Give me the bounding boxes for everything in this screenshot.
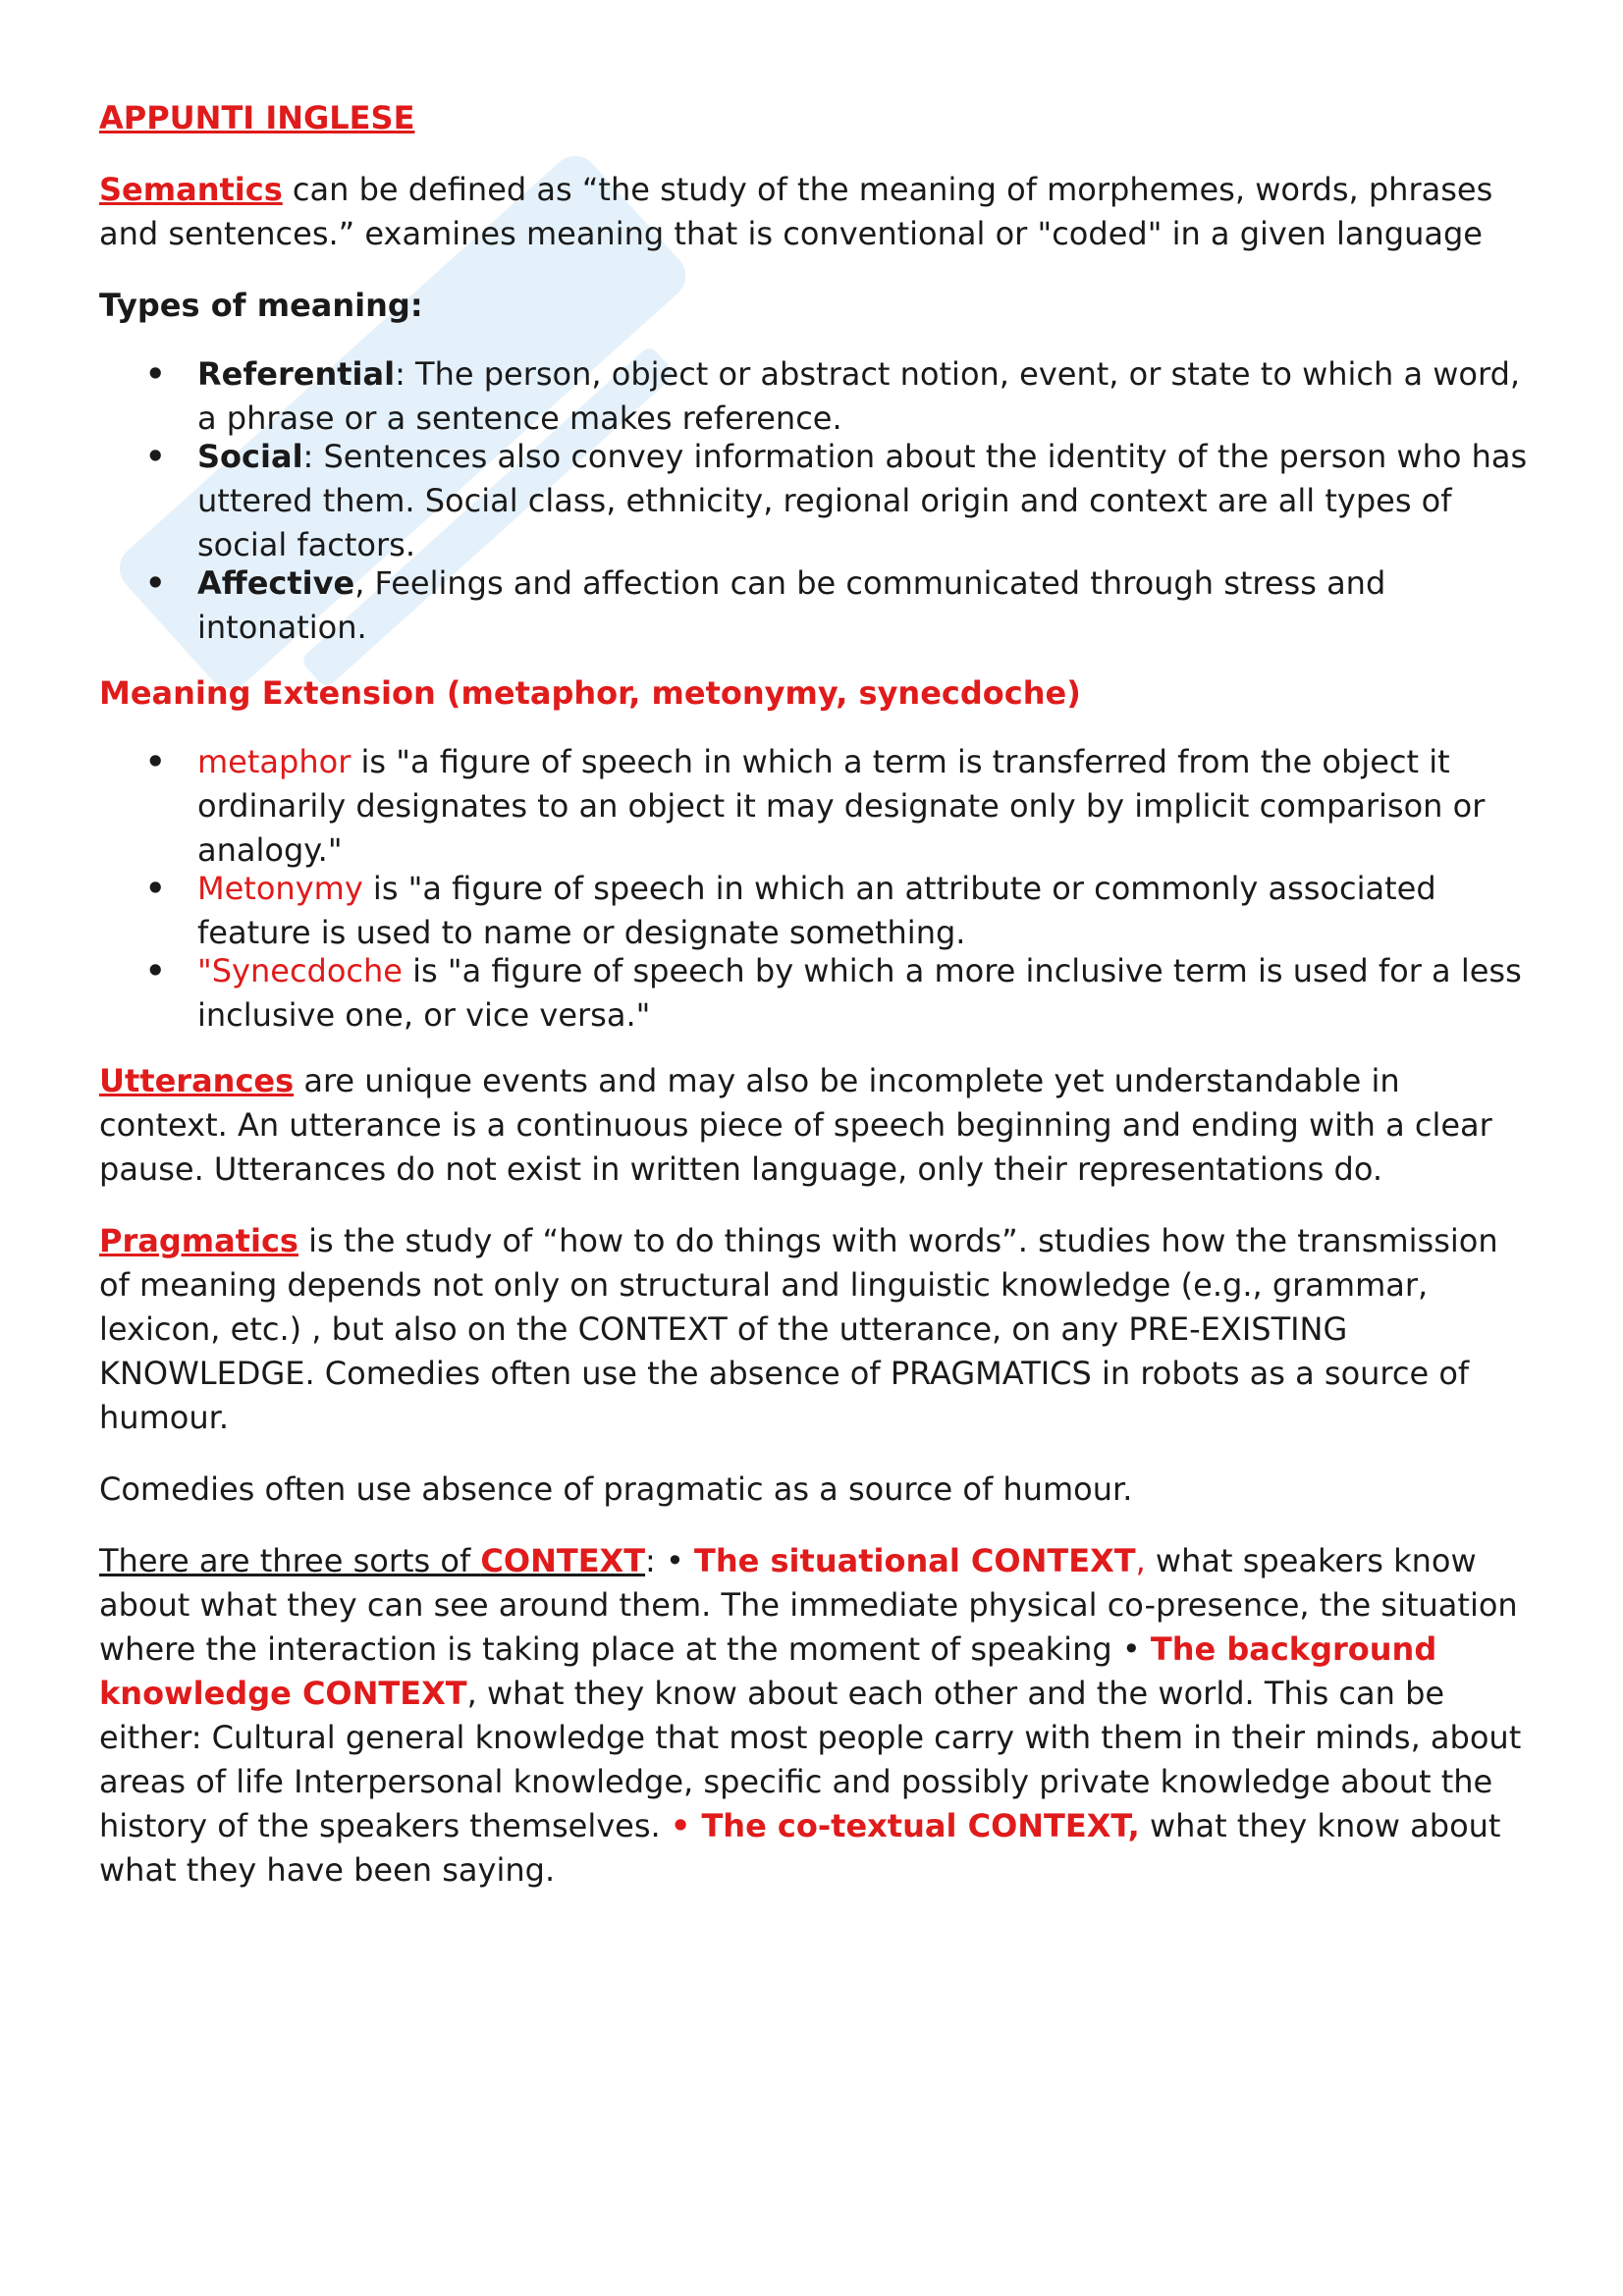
context-intro [99, 1542, 645, 1579]
types-heading: Types of meaning: [99, 287, 423, 324]
type-term: Social [197, 438, 303, 475]
pragmatics-paragraph [99, 1219, 1533, 1440]
document-page [99, 96, 1533, 1893]
list-item [99, 561, 1533, 650]
semantics-text: can be defined as “the study of the meaning of morphemes, words, phrases and sentences.” examines meaning that is conventional or "coded" in a given language [99, 171, 1493, 252]
meaning-extension-heading: Meaning Extension (metaphor, metonymy, synecdoche) [99, 674, 1081, 712]
context-colon: : • [645, 1542, 695, 1579]
situational-comma: , [1135, 1542, 1146, 1579]
document-title: APPUNTI INGLESE [99, 99, 415, 136]
utterances-paragraph [99, 1059, 1533, 1192]
list-item [99, 740, 1533, 873]
utterances-term: Utterances [99, 1062, 295, 1099]
extension-term: "Synecdoche [197, 952, 403, 989]
type-text: : Sentences also convey information about the identity of the person who has uttered them. Social class, ethnicity, regional origin and context are all types of social factors. [197, 438, 1528, 563]
semantics-term: Semantics [99, 171, 283, 208]
context-intro-text: There are three sorts of [99, 1542, 481, 1579]
extension-text: is "a figure of speech by which a more inclusive term is used for a less inclusive one, or vice versa." [197, 952, 1522, 1034]
list-item [99, 352, 1533, 441]
extensions-list [99, 740, 1533, 1038]
list-item [99, 435, 1533, 567]
context-intro-term: CONTEXT [480, 1542, 646, 1579]
utterances-text: are unique events and may also be incomplete yet understandable in context. An utterance is a continuous piece of speech beginning and ending with a clear pause. Utterances do not exist in written language, only their representations do. [99, 1062, 1492, 1188]
background-term: The background knowledge CONTEXT [99, 1630, 1437, 1712]
extension-text: is "a figure of speech in which an attribute or commonly associated feature is used to name or designate something. [197, 870, 1436, 951]
cotextual-term: • The co-textual CONTEXT, [670, 1807, 1140, 1844]
situational-text: what speakers know about what they can see around them. The immediate physical co-presence, the situation where the interaction is taking place at the moment of speaking • [99, 1542, 1518, 1668]
semantics-paragraph [99, 168, 1533, 256]
type-term: Referential [197, 355, 396, 393]
pragmatics-text: is the study of “how to do things with words”. studies how the transmission of meaning depends not only on structural and linguistic knowledge (e.g., grammar, lexicon, etc.) , but also on the CONTEXT of the utterance, on any PRE-EXISTING KNOWLEDGE. Comedies often use the absence of PRAGMATICS in robots as a source of humour. [99, 1222, 1498, 1436]
extension-text: is "a figure of speech in which a term is transferred from the object it ordinarily designates to an object it may designate only by implicit comparison or analogy." [197, 743, 1486, 869]
types-list [99, 352, 1533, 650]
extension-term: metaphor [197, 743, 352, 780]
type-term: Affective [197, 564, 355, 602]
cotextual-text: what they know about what they have been saying. [99, 1807, 1501, 1889]
type-text: : The person, object or abstract notion, event, or state to which a word, a phrase or a sentence makes reference. [197, 355, 1521, 437]
extension-term: Metonymy [197, 870, 363, 907]
background-text: , what they know about each other and the world. This can be either: Cultural general knowledge that most people carry with them in their minds, about areas of life Interpersonal knowledge, specific and possibly private knowledge about the history of the speakers themselves. [99, 1675, 1522, 1844]
type-text: , Feelings and affection can be communicated through stress and intonation. [197, 564, 1386, 646]
situational-term: The situational CONTEXT [694, 1542, 1136, 1579]
context-paragraph [99, 1539, 1533, 1893]
list-item [99, 949, 1533, 1038]
list-item [99, 867, 1533, 955]
pragmatics-term: Pragmatics [99, 1222, 298, 1259]
comedies-paragraph: Comedies often use absence of pragmatic as a source of humour. [99, 1470, 1133, 1508]
